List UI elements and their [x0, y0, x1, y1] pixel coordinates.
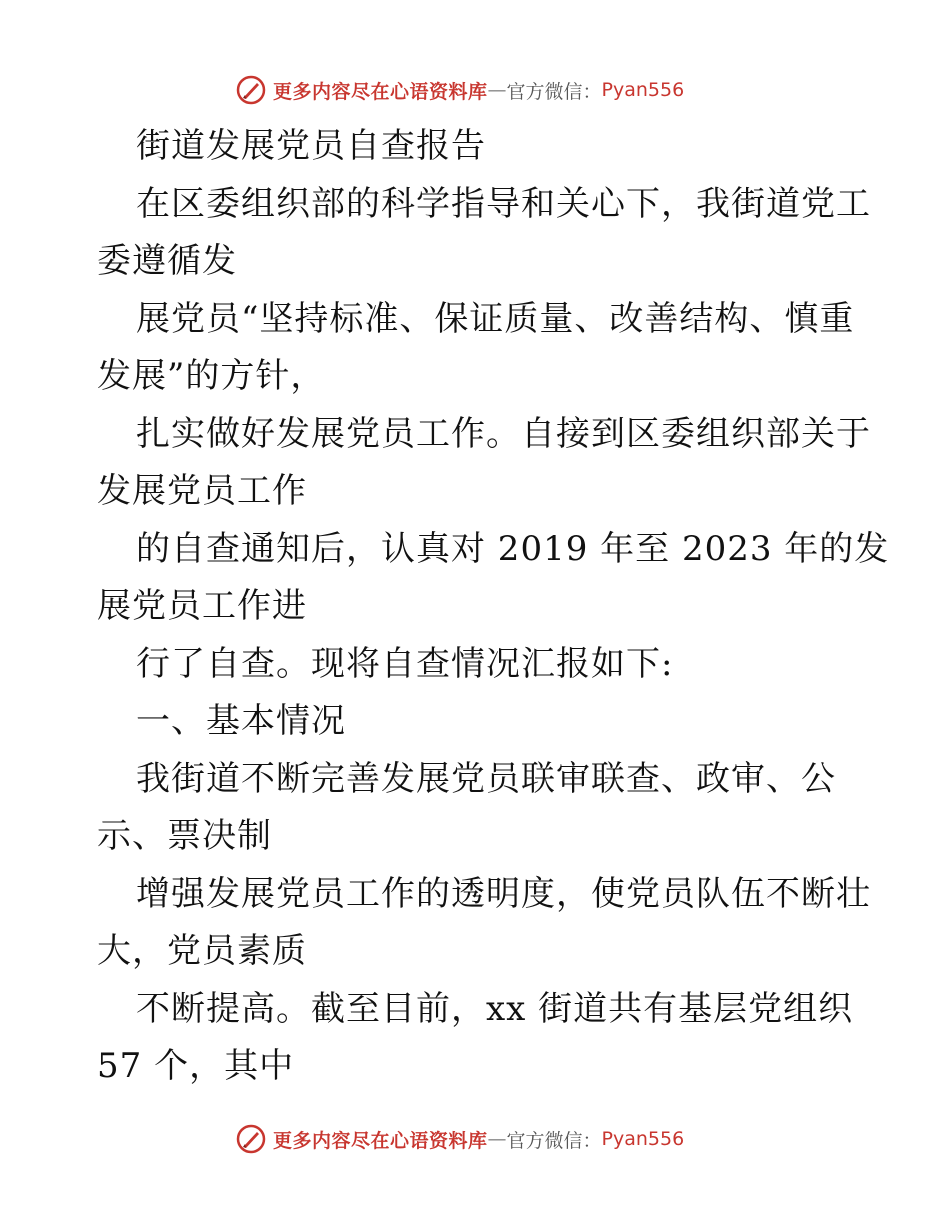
document-body: [97, 118, 890, 1096]
watermark-text: 更多内容尽在心语资料库: [273, 80, 488, 103]
watermark-header: [235, 72, 755, 108]
text-line: 展党员工作进: [97, 586, 307, 626]
watermark-id: Pyan556: [601, 1128, 685, 1150]
text-line: 大，党员素质: [97, 931, 307, 971]
watermark-sub: 官方微信：: [506, 1129, 602, 1152]
watermark-id: Pyan556: [601, 79, 685, 101]
text-line: 委遵循发: [97, 241, 237, 281]
quill-logo-icon: [235, 74, 267, 106]
text-line: 增强发展党员工作的透明度，使党员队伍不断壮: [136, 873, 871, 914]
watermark-dash: —: [487, 1128, 507, 1150]
text-line: 展党员“坚持标准、保证质量、改善结构、慎重: [136, 298, 855, 339]
watermark-footer: [235, 1121, 755, 1157]
watermark-text: 更多内容尽在心语资料库: [273, 1129, 488, 1152]
text-line: 在区委组织部的科学指导和关心下，我街道党工: [136, 183, 871, 224]
watermark-sub: 官方微信：: [506, 80, 602, 103]
text-line: 示、票决制: [97, 816, 272, 856]
text-line: 行了自查。现将自查情况汇报如下:: [136, 643, 674, 684]
text-line: 发展”的方针，: [97, 356, 326, 396]
text-line: 扎实做好发展党员工作。自接到区委组织部关于: [136, 413, 871, 454]
quill-logo-icon: [235, 1123, 267, 1155]
text-line: 的自查通知后，认真对 2019 年至 2023 年的发: [136, 528, 890, 569]
text-line: 不断提高。截至目前，xx 街道共有基层党组织: [136, 988, 854, 1029]
watermark-dash: —: [487, 79, 507, 101]
text-line: 街道发展党员自查报告: [136, 126, 486, 166]
text-line: 57 个，其中: [97, 1046, 295, 1086]
text-line: 我街道不断完善发展党员联审联查、政审、公: [136, 758, 836, 799]
text-line: 一、基本情况: [136, 701, 346, 741]
text-line: 发展党员工作: [97, 471, 307, 511]
